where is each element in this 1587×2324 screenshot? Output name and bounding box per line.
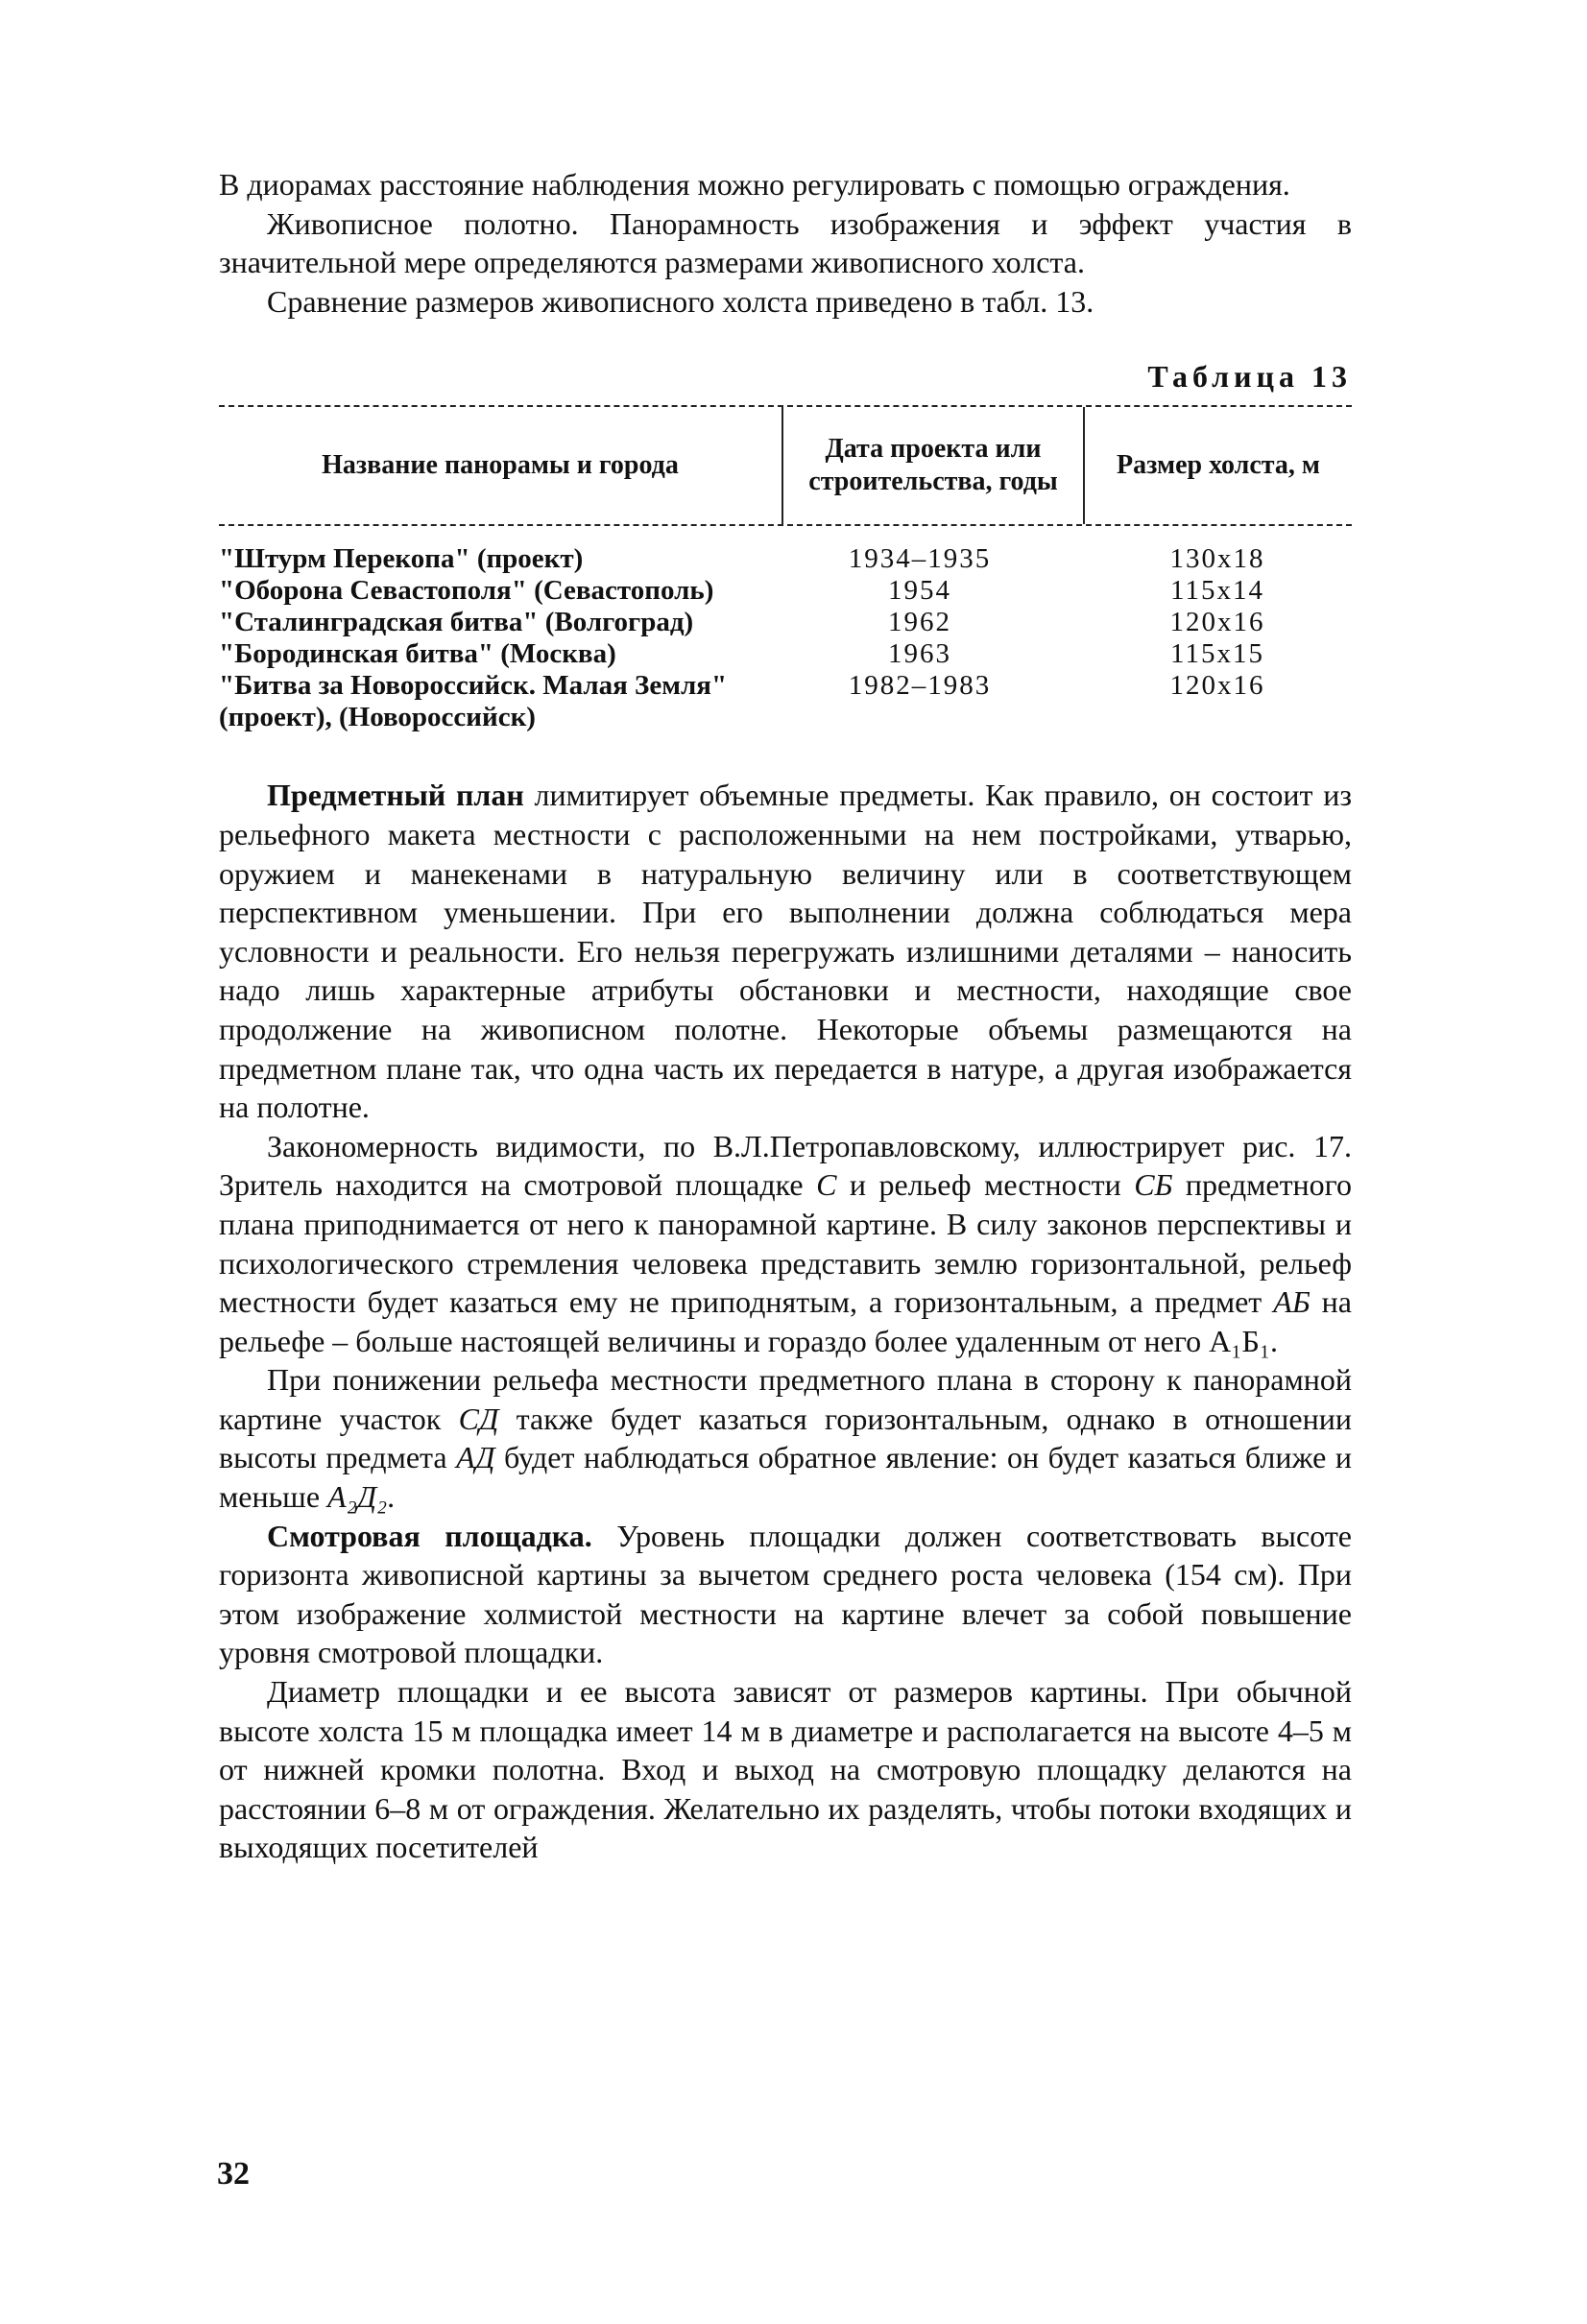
table-row bbox=[219, 607, 1352, 638]
header-name: Название панорамы и города bbox=[322, 450, 679, 481]
row-size: 130x18 bbox=[1169, 543, 1265, 575]
row-date: 1963 bbox=[888, 638, 951, 670]
row-date: 1982–1983 bbox=[848, 670, 992, 702]
table-row bbox=[219, 543, 1352, 575]
paragraph-object-plan: Предметный план лимитирует объемные предметы. Как правило, он состоит из рельефного макета местности с расположенными на нем постройками, утварью, оружием и манекенами в натуральную величину или в соответствующем перспективном уменьшении. При его выполнении должна соблюдаться мера условности и реальности. Его нельзя перегружать излишними деталями – наносить надо лишь характерные атрибуты обстановки и местности, находящие свое продолжение на живописном полотне. Некоторые объемы размещаются на предметном плане так, что одна часть их передается в натуре, а другая изображается на полотне. bbox=[219, 778, 1352, 1125]
row-size: 115x14 bbox=[1170, 575, 1264, 607]
row-name: "Бородинская битва" (Москва) bbox=[219, 638, 616, 670]
paragraph-platform: Смотровая площадка. Уровень площадки должен соответствовать высоте горизонта живописной картины за вычетом среднего роста человека (154 см). При этом изображение холмистой местности на картине влечет за собой повышение уровня смотровой площадки. bbox=[219, 1518, 1353, 1670]
table-body bbox=[219, 543, 1352, 733]
header-date: Дата проекта или строительства, годы bbox=[781, 407, 1085, 524]
row-name: "Сталинградская битва" (Волгоград) bbox=[219, 607, 694, 638]
row-date: 1954 bbox=[888, 575, 951, 607]
table-header-rule bbox=[219, 524, 1352, 526]
row-date: 1934–1935 bbox=[848, 543, 992, 575]
row-size: 120x16 bbox=[1169, 607, 1265, 638]
table-row bbox=[219, 670, 1352, 733]
term-object-plan: Предметный план bbox=[267, 778, 524, 813]
paragraph-diameter: Диаметр площадки и ее высота зависят от размеров картины. При обычной высоте холста 15 м площадка имеет 14 м в диаметре и располагается на высоте 4–5 м от нижней кромки полотна. Вход и выход на смотровую площадку делаются на расстоянии 6–8 м от ограждения. Желательно их разделять, чтобы потоки входящих и выходящих посетителей bbox=[219, 1674, 1352, 1865]
table-13 bbox=[219, 405, 1352, 733]
row-size: 120x16 bbox=[1169, 670, 1265, 702]
table-row bbox=[219, 575, 1352, 607]
term-platform: Смотровая площадка. bbox=[267, 1518, 592, 1553]
intro-paragraph-3: Сравнение размеров живописного холста приведено в табл. 13. bbox=[267, 283, 1094, 319]
row-name: "Штурм Перекопа" (проект) bbox=[219, 543, 584, 575]
intro-paragraph-1: В диорамах расстояние наблюдения можно регулировать с помощью ограждения. bbox=[219, 167, 1290, 202]
intro-paragraph-2: Живописное полотно. Панорамность изображения и эффект участия в значительной мере определяются размерами живописного холста. bbox=[219, 205, 1352, 280]
page-number: 32 bbox=[217, 2156, 250, 2192]
paragraph-visibility: Закономерность видимости, по В.Л.Петропавловскому, иллюстрирует рис. 17. Зритель находится на смотровой площадке С и рельеф местности СБ предметного плана приподнимается от него к панорамной картине. В силу законов перспективы и психологического стремления человека представить землю горизонтальной, рельеф местности будет казаться ему не приподнятым, а горизонтальным, а предмет АБ на рельефе – больше настоящей величины и гораздо более удаленным от него А₁Б₁. bbox=[219, 1128, 1353, 1358]
row-size: 115x15 bbox=[1170, 638, 1264, 670]
header-size: Размер холста, м bbox=[1117, 450, 1320, 481]
table-row bbox=[219, 638, 1352, 670]
table-header bbox=[219, 407, 1352, 524]
table-caption: Таблица 13 bbox=[1147, 359, 1352, 395]
paragraph-relief: При понижении рельефа местности предметного плана в сторону к панорамной картине участок СД также будет казаться горизонтальным, однако в отношении высоты предмета АД будет наблюдаться обратное явление: он будет казаться ближе и меньше А₂Д₂. bbox=[219, 1362, 1353, 1515]
page-content bbox=[219, 165, 1352, 1867]
row-date: 1962 bbox=[888, 607, 951, 638]
row-name: "Оборона Севастополя" (Севастополь) bbox=[219, 575, 714, 607]
row-name: "Битва за Новороссийск. Малая Земля" (проект), (Новороссийск) bbox=[219, 670, 728, 733]
